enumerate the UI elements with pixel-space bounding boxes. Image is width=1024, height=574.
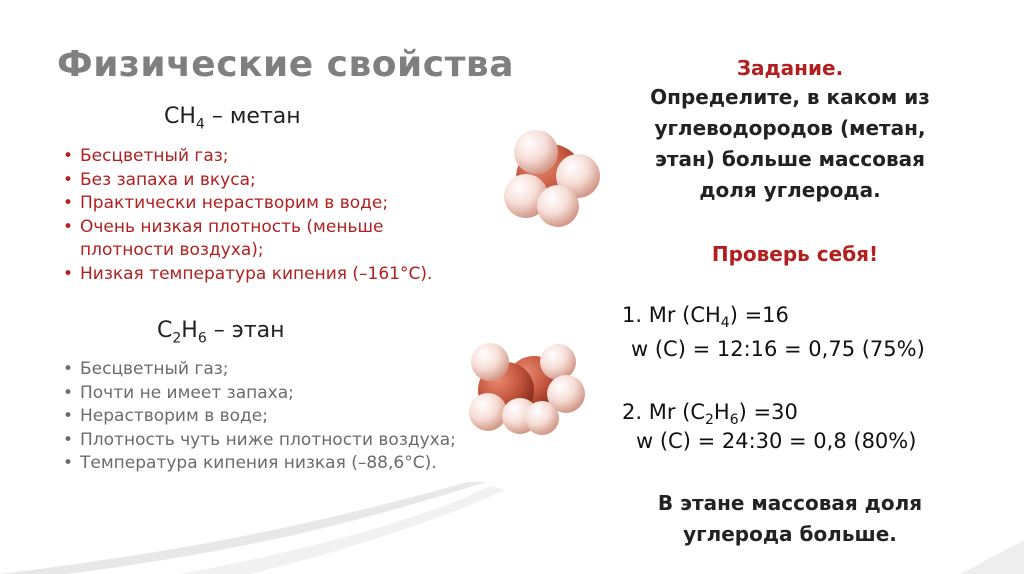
calc-text: ) =16 — [729, 303, 789, 327]
calc-methane-w: w (C) = 12:16 = 0,75 (75%) — [631, 337, 925, 361]
list-item: • Плотность чуть ниже плотности воздуха; — [55, 429, 456, 453]
calc-text: 2. Mr (C — [622, 400, 705, 424]
conclusion — [610, 488, 970, 550]
ethane-formula-c: C — [157, 318, 173, 343]
list-item: • Низкая температура кипения (–161°C). — [55, 263, 432, 287]
task-line: этан) больше массовая — [655, 147, 925, 171]
calc-text: ) =30 — [738, 400, 798, 424]
ethane-heading — [157, 318, 285, 346]
calc-methane-mr — [622, 303, 789, 331]
list-item: • Бесцветный газ; — [55, 145, 432, 169]
task-line: доля углерода. — [699, 178, 881, 202]
task-text — [600, 82, 980, 206]
list-item: • Бесцветный газ; — [55, 358, 456, 382]
check-yourself-label: Проверь себя! — [711, 242, 879, 266]
calc-text: 1. Mr (CH — [622, 303, 721, 327]
ethane-molecule-image — [466, 332, 590, 438]
page-title: Физические свойства — [57, 44, 515, 85]
list-item: • Без запаха и вкуса; — [55, 169, 432, 193]
ethane-formula-c-subscript: 2 — [172, 330, 182, 347]
calc-subscript: 6 — [729, 412, 739, 429]
ethane-properties-list — [55, 358, 456, 476]
calc-ethane-mr — [622, 400, 798, 428]
task-label: Задание. — [736, 56, 844, 80]
list-item-continuation — [55, 239, 432, 263]
ethane-name: – этан — [206, 318, 285, 343]
conclusion-line: В этане массовая доля — [657, 491, 923, 515]
list-item: • Нерастворим в воде; — [55, 405, 456, 429]
methane-heading — [164, 104, 301, 132]
methane-formula-subscript: 4 — [195, 116, 205, 133]
ethane-formula-h-subscript: 6 — [197, 330, 207, 347]
list-item: • Почти не имеет запаха; — [55, 382, 456, 406]
calc-subscript: 2 — [705, 412, 714, 429]
methane-properties-list — [55, 145, 432, 286]
task-line: углеводородов (метан, — [654, 116, 926, 140]
methane-molecule-image — [492, 120, 612, 232]
task-line: Определите, в каком из — [650, 85, 930, 109]
list-item: • Очень низкая плотность (меньше — [55, 216, 432, 240]
list-item: • Температура кипения низкая (–88,6°C). — [55, 452, 456, 476]
calc-subscript: 4 — [720, 315, 730, 332]
list-item: • Практически нерастворим в воде; — [55, 192, 432, 216]
calc-text: H — [713, 400, 730, 424]
list-item-text: плотности воздуха); — [80, 240, 264, 260]
calc-ethane-w: w (C) = 24:30 = 0,8 (80%) — [636, 429, 917, 453]
methane-formula: CH — [164, 104, 196, 129]
ethane-formula-h: H — [181, 318, 198, 343]
conclusion-line: углерода больше. — [683, 522, 897, 546]
methane-name: – метан — [204, 104, 301, 129]
